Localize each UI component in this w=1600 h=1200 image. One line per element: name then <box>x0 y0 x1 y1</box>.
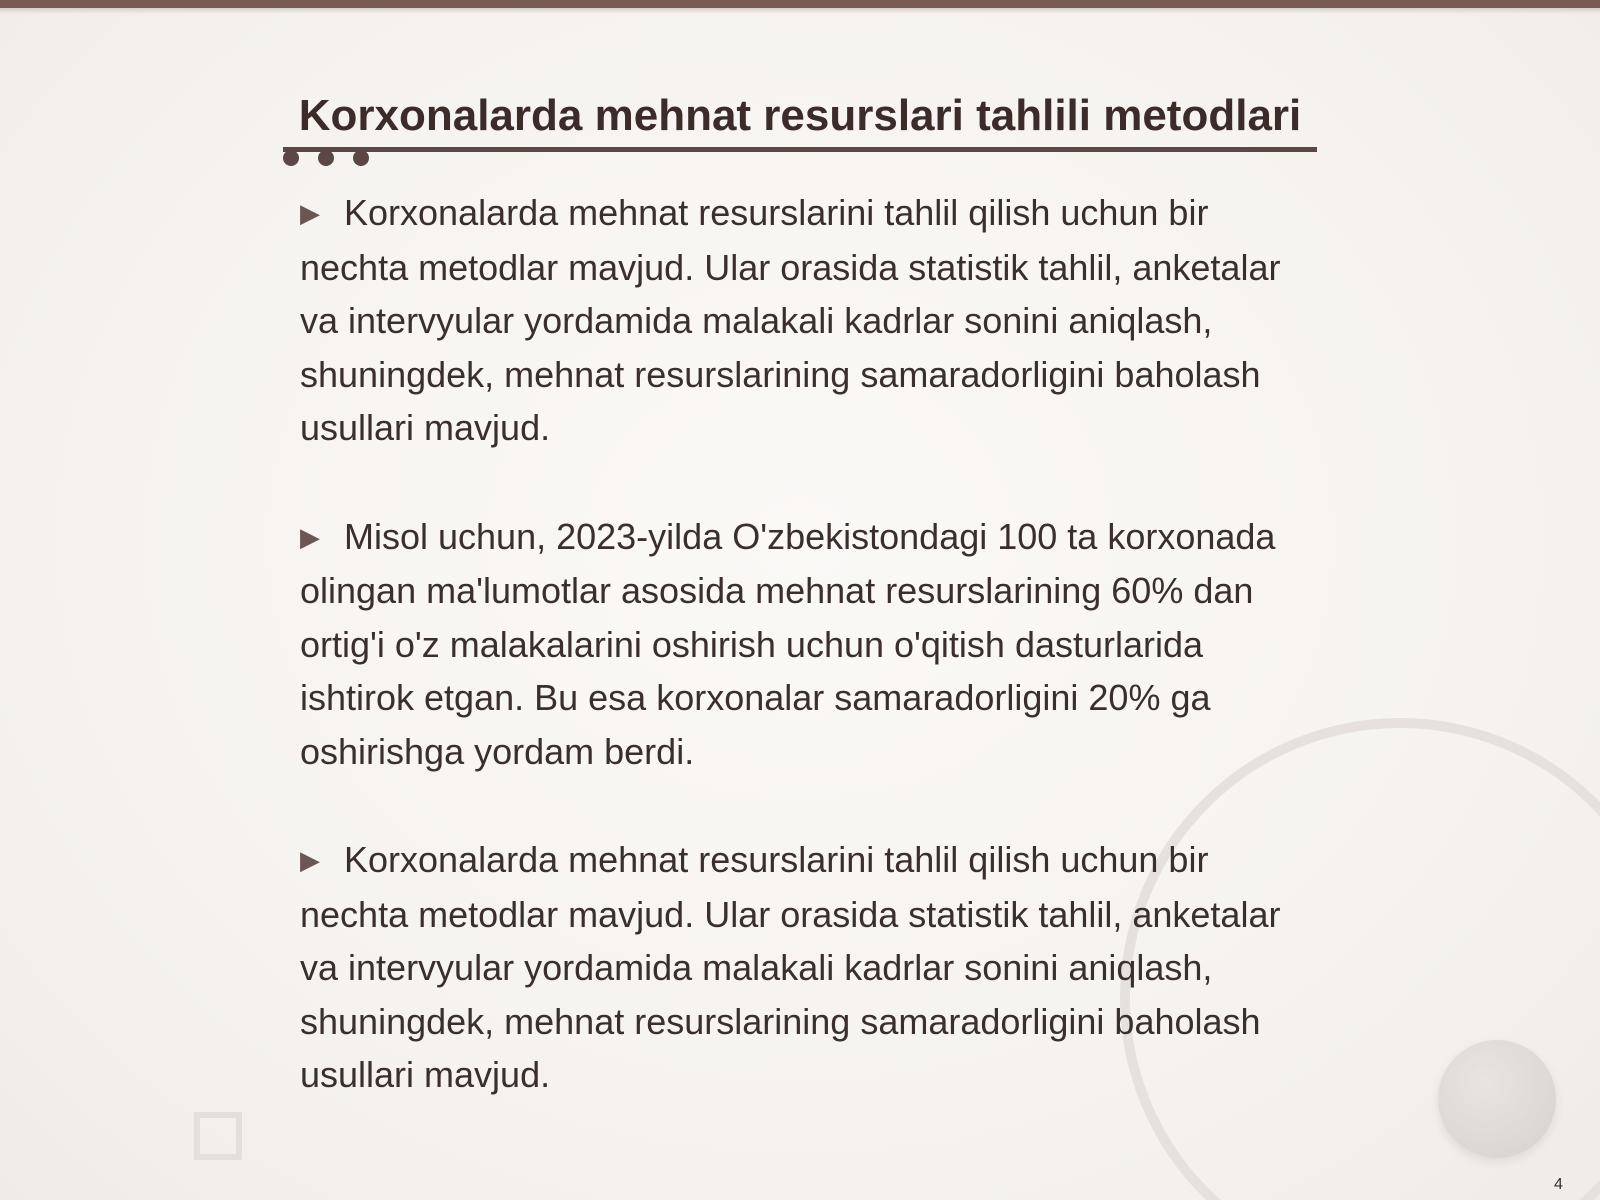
top-accent-bar <box>0 0 1600 8</box>
slide-title: Korxonalarda mehnat resurslari tahlili metodlari <box>298 91 1302 140</box>
bullet-arrow-icon: ▶ <box>300 198 320 228</box>
title-block <box>283 76 1317 156</box>
bullet-text: Korxonalarda mehnat resurslarini tahlil qilish uchun bir nechta metodlar mavjud. Ular orasida statistik tahlil, anketalar va intervyular yordamida malakali kadrlar sonini aniqlash, shuningdek, mehnat resurslarining samaradorligini baholash usullari mavjud. <box>300 839 1281 1095</box>
decorative-circle <box>1438 1040 1556 1158</box>
bullet-list <box>300 186 1310 1157</box>
page-number: 4 <box>1554 1176 1563 1193</box>
bullet-item <box>300 833 1310 1102</box>
bullet-arrow-icon: ▶ <box>300 845 320 875</box>
bullet-text: Korxonalarda mehnat resurslarini tahlil qilish uchun bir nechta metodlar mavjud. Ular orasida statistik tahlil, anketalar va intervyular yordamida malakali kadrlar sonini aniqlash, shuningdek, mehnat resurslarining samaradorligini baholash usullari mavjud. <box>300 192 1281 448</box>
bullet-text: Misol uchun, 2023-yilda O'zbekistondagi 100 ta korxonada olingan ma'lumotlar asosida mehnat resurslarining 60% dan ortig'i o'z malakalarini oshirish uchun o'qitish dasturlarida ishtirok etgan. Bu esa korxonalar samaradorligini 20% ga oshirishga yordam berdi. <box>300 515 1276 772</box>
top-bar-shadow <box>0 8 1600 14</box>
bullet-item <box>300 186 1310 455</box>
bullet-arrow-icon: ▶ <box>300 521 320 552</box>
decorative-square <box>194 1112 242 1160</box>
bullet-item <box>300 510 1310 779</box>
